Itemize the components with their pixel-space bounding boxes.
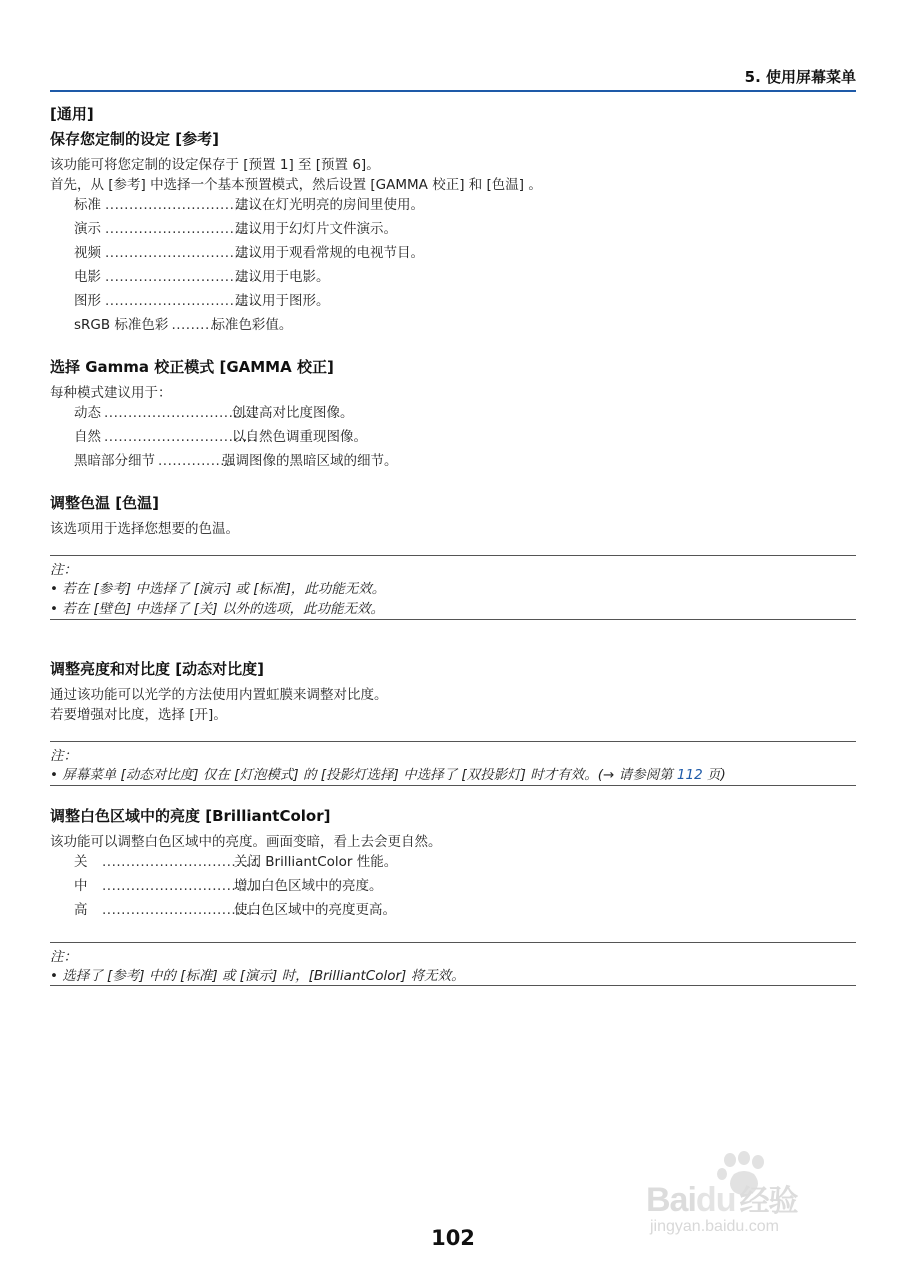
section-title-general: [通用] [50, 105, 94, 123]
preset-item-desc: 建议用于幻灯片文件演示。 [235, 221, 397, 237]
leader-dots: ................................ [105, 221, 259, 237]
brilliant-heading: 调整白色区域中的亮度 [BrilliantColor] [50, 807, 331, 825]
leader-dots: ................................ [104, 405, 258, 421]
preset-heading: 保存您定制的设定 [参考] [50, 130, 219, 148]
leader-dots: ................................. [102, 878, 261, 894]
watermark-url: jingyan.baidu.com [650, 1218, 779, 1235]
note-title: 注： [50, 748, 77, 764]
brilliant-item [74, 898, 396, 918]
preset-item [74, 313, 292, 333]
watermark-brand: Baidu 经验 [646, 1181, 798, 1219]
preset-item-desc: 建议用于观看常规的电视节目。 [235, 245, 424, 261]
leader-dots: ................................. [102, 902, 261, 918]
leader-dots: ................................ [104, 429, 258, 445]
preset-item-desc: 建议在灯光明亮的房间里使用。 [235, 197, 424, 213]
preset-item-desc: 建议用于电影。 [235, 269, 330, 285]
brilliant-item-label: 高 [74, 902, 88, 918]
preset-item [74, 265, 330, 285]
note-divider-bottom [50, 985, 856, 986]
brilliant-line1: 该功能可以调整白色区域中的亮度。画面变暗，看上去会更自然。 [50, 834, 442, 850]
gamma-item [74, 425, 367, 445]
dynamic-contrast-line2: 若要增强对比度，选择 [开]。 [50, 707, 227, 723]
gamma-intro: 每种模式建议用于： [50, 385, 172, 401]
brilliant-item-desc: 增加白色区域中的亮度。 [234, 878, 383, 894]
chapter-title: 5. 使用屏幕菜单 [744, 68, 856, 86]
page-reference-link[interactable]: 112 [676, 767, 703, 783]
brilliant-item [74, 874, 383, 894]
brilliant-item-label: 关 [74, 854, 88, 870]
dynamic-contrast-line1: 通过该功能可以光学的方法使用内置虹膜来调整对比度。 [50, 687, 388, 703]
note-item: • 若在 [参考] 中选择了 [演示] 或 [标准]，此功能无效。 [50, 581, 386, 597]
preset-item-label: 视频 [74, 245, 101, 261]
gamma-item-desc: 强调图像的黑暗区域的细节。 [222, 453, 398, 469]
preset-item-label: 标准 [74, 197, 101, 213]
header-divider [50, 90, 856, 92]
preset-item-label: 图形 [74, 293, 101, 309]
note-divider-bottom [50, 785, 856, 786]
note-divider-top [50, 555, 856, 556]
note-divider-top [50, 942, 856, 943]
page-number: 102 [431, 1226, 475, 1250]
preset-item-label: 电影 [74, 269, 101, 285]
note-title: 注： [50, 562, 77, 578]
leader-dots: ................................ [105, 245, 259, 261]
leader-dots: ................................. [102, 854, 261, 870]
dynamic-contrast-heading: 调整亮度和对比度 [动态对比度] [50, 660, 264, 678]
gamma-item-label: 动态 [74, 405, 101, 421]
note-divider-top [50, 741, 856, 742]
note-text-end: 页) [702, 767, 726, 783]
preset-item [74, 289, 330, 309]
color-temp-heading: 调整色温 [色温] [50, 494, 159, 512]
note-item: • 若在 [壁色] 中选择了 [关] 以外的选项，此功能无效。 [50, 601, 384, 617]
brilliant-item-label: 中 [74, 878, 88, 894]
leader-dots: ................ [158, 453, 235, 469]
preset-item [74, 217, 397, 237]
gamma-item-desc: 创建高对比度图像。 [232, 405, 354, 421]
preset-line1: 该功能可将您定制的设定保存于 [预置 1] 至 [预置 6]。 [50, 157, 380, 173]
preset-item [74, 193, 424, 213]
note-divider-bottom [50, 619, 856, 620]
note-text: • 屏幕菜单 [动态对比度] 仅在 [灯泡模式] 的 [投影灯选择] 中选择了 [双投影灯] 时才有效。(→ 请参阅第 [50, 767, 677, 783]
preset-item [74, 241, 424, 261]
preset-item-desc: 标准色彩值。 [211, 317, 293, 333]
brilliant-item [74, 850, 397, 870]
preset-item-label: sRGB 标准色彩 [74, 317, 169, 333]
preset-item-label: 演示 [74, 221, 101, 237]
gamma-item [74, 401, 354, 421]
note-title: 注： [50, 949, 77, 965]
leader-dots: ................................ [105, 197, 259, 213]
leader-dots: .......... [171, 317, 220, 333]
gamma-item [74, 449, 398, 469]
preset-item-desc: 建议用于图形。 [235, 293, 330, 309]
brilliant-item-desc: 使白色区域中的亮度更高。 [234, 902, 396, 918]
brilliant-item-desc: 关闭 BrilliantColor 性能。 [234, 854, 398, 870]
gamma-item-label: 自然 [74, 429, 101, 445]
gamma-item-label: 黑暗部分细节 [74, 453, 155, 469]
leader-dots: ................................ [105, 269, 259, 285]
preset-line2: 首先，从 [参考] 中选择一个基本预置模式，然后设置 [GAMMA 校正] 和 [色温] 。 [50, 177, 542, 193]
note-item [50, 763, 726, 783]
color-temp-line1: 该选项用于选择您想要的色温。 [50, 521, 239, 537]
leader-dots: ................................ [105, 293, 259, 309]
note-item: • 选择了 [参考] 中的 [标准] 或 [演示] 时，[BrilliantColor] 将无效。 [50, 968, 465, 984]
gamma-item-desc: 以自然色调重现图像。 [232, 429, 367, 445]
gamma-heading: 选择 Gamma 校正模式 [GAMMA 校正] [50, 358, 334, 376]
